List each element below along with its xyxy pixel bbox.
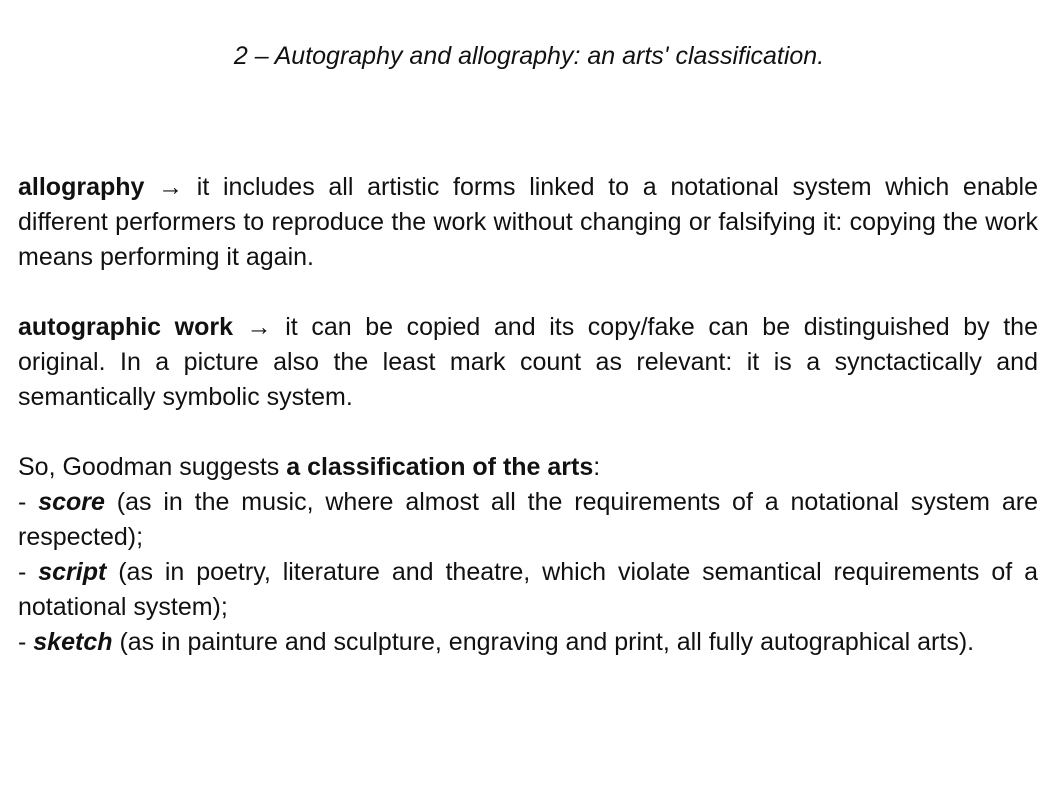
allography-text: it includes all artistic forms linked to a notational system which enable different performers to reproduce the work without changing or falsifying it: copying the work means performing it again. — [18, 173, 1038, 271]
classification-item-sketch — [18, 625, 1038, 660]
sketch-text: (as in painture and sculpture, engraving and print, all fully autographical arts). — [112, 628, 975, 656]
autographic-text: it can be copied and its copy/fake can be distinguished by the original. In a picture also the least mark count as relevant: it is a synctactically and semantically symbolic system. — [18, 313, 1038, 411]
sketch-term: sketch — [33, 628, 113, 656]
allography-paragraph — [18, 170, 1038, 275]
classification-intro-bold: a classification of the arts — [286, 453, 594, 481]
classification-item-script — [18, 555, 1038, 625]
classification-item-score — [18, 485, 1038, 555]
list-dash: - — [18, 488, 39, 516]
classification-intro-prefix: So, Goodman suggests — [18, 453, 287, 481]
allography-term: allography — [18, 173, 145, 201]
allography-arrow: → — [144, 173, 197, 201]
slide-body — [18, 170, 1038, 660]
slide-title: 2 – Autography and allography: an arts' classification. — [233, 42, 825, 70]
list-dash: - — [18, 628, 34, 656]
classification-intro — [18, 450, 1038, 485]
score-term: score — [38, 488, 105, 516]
autographic-paragraph — [18, 310, 1038, 415]
score-text: (as in the music, where almost all the requirements of a notational system are respected); — [18, 488, 1038, 551]
script-term: script — [38, 558, 107, 586]
paragraph-spacer — [18, 415, 1038, 450]
list-dash: - — [18, 558, 39, 586]
paragraph-spacer — [18, 275, 1038, 310]
script-text: (as in poetry, literature and theatre, which violate semantical requirements of a notational system); — [18, 558, 1038, 621]
autographic-arrow: → — [233, 313, 286, 341]
autographic-term: autographic work — [18, 313, 234, 341]
classification-intro-suffix: : — [593, 453, 601, 481]
